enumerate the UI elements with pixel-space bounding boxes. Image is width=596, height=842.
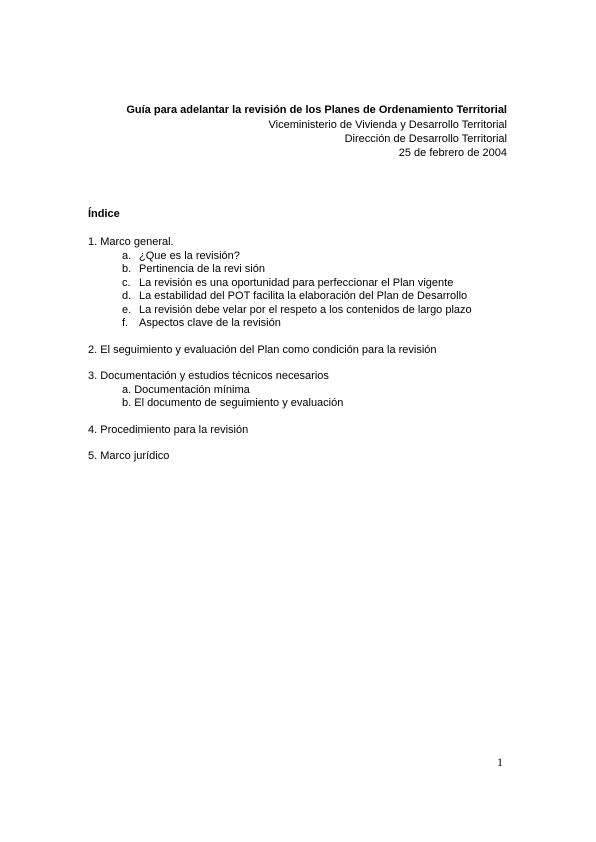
toc-section-label: 5. Marco jurídico	[88, 450, 170, 462]
toc-sublist	[88, 250, 528, 331]
toc-subitem-text: La revisión debe velar por el respeto a los contenidos de largo plazo	[139, 303, 472, 316]
toc-subitem	[88, 290, 528, 304]
table-of-contents	[88, 236, 528, 477]
directorate-line: Dirección de Desarrollo Territorial	[344, 133, 507, 145]
document-header	[47, 103, 507, 160]
toc-subitem	[88, 263, 528, 277]
toc-subitem-text: La revisión es una oportunidad para perfeccionar el Plan vigente	[139, 276, 454, 289]
toc-subitem-marker: b.	[122, 263, 132, 275]
toc-section-label: 3. Documentación y estudios técnicos necesarios	[88, 370, 329, 382]
date-line: 25 de febrero de 2004	[398, 147, 507, 159]
toc-subitem-text: Pertinencia de la revi sión	[139, 263, 265, 275]
toc-subitem	[88, 304, 528, 318]
toc-subitem-text: ¿Que es la revisión?	[139, 249, 240, 262]
document-title: Guía para adelantar la revisión de los Planes de Ordenamiento Territorial	[126, 104, 507, 116]
toc-subitem-text: Aspectos clave de la revisión	[139, 317, 281, 329]
page-number: 1	[497, 755, 503, 769]
toc-section-1	[88, 236, 528, 331]
toc-subitem-marker: f.	[122, 317, 129, 329]
toc-subitem-text: La estabilidad del POT facilita la elaboración del Plan de Desarrollo	[139, 290, 468, 302]
toc-section-label: 1. Marco general.	[88, 236, 174, 248]
toc-section-4	[88, 424, 528, 438]
toc-section-5	[88, 450, 528, 464]
toc-section-2	[88, 344, 528, 358]
toc-subitem-marker: d.	[122, 290, 132, 302]
toc-section-label: 4. Procedimiento para la revisión	[88, 423, 249, 436]
toc-subitem: b. El documento de seguimiento y evaluación	[122, 397, 344, 409]
toc-subitem-marker: e.	[122, 303, 132, 316]
toc-section-label: 2. El seguimiento y evaluación del Plan como condición para la revisión	[88, 343, 437, 356]
toc-subitem: a. Documentación mínima	[122, 383, 250, 396]
toc-subitem	[88, 277, 528, 291]
toc-subitem	[88, 250, 528, 264]
toc-subitem-marker: c.	[122, 276, 131, 289]
toc-section-3	[88, 370, 528, 411]
index-heading: Índice	[88, 208, 120, 220]
ministry-line: Viceministerio de Vivienda y Desarrollo Territorial	[268, 119, 507, 131]
toc-subitem	[88, 317, 528, 331]
toc-subitem-marker: a.	[122, 249, 132, 262]
